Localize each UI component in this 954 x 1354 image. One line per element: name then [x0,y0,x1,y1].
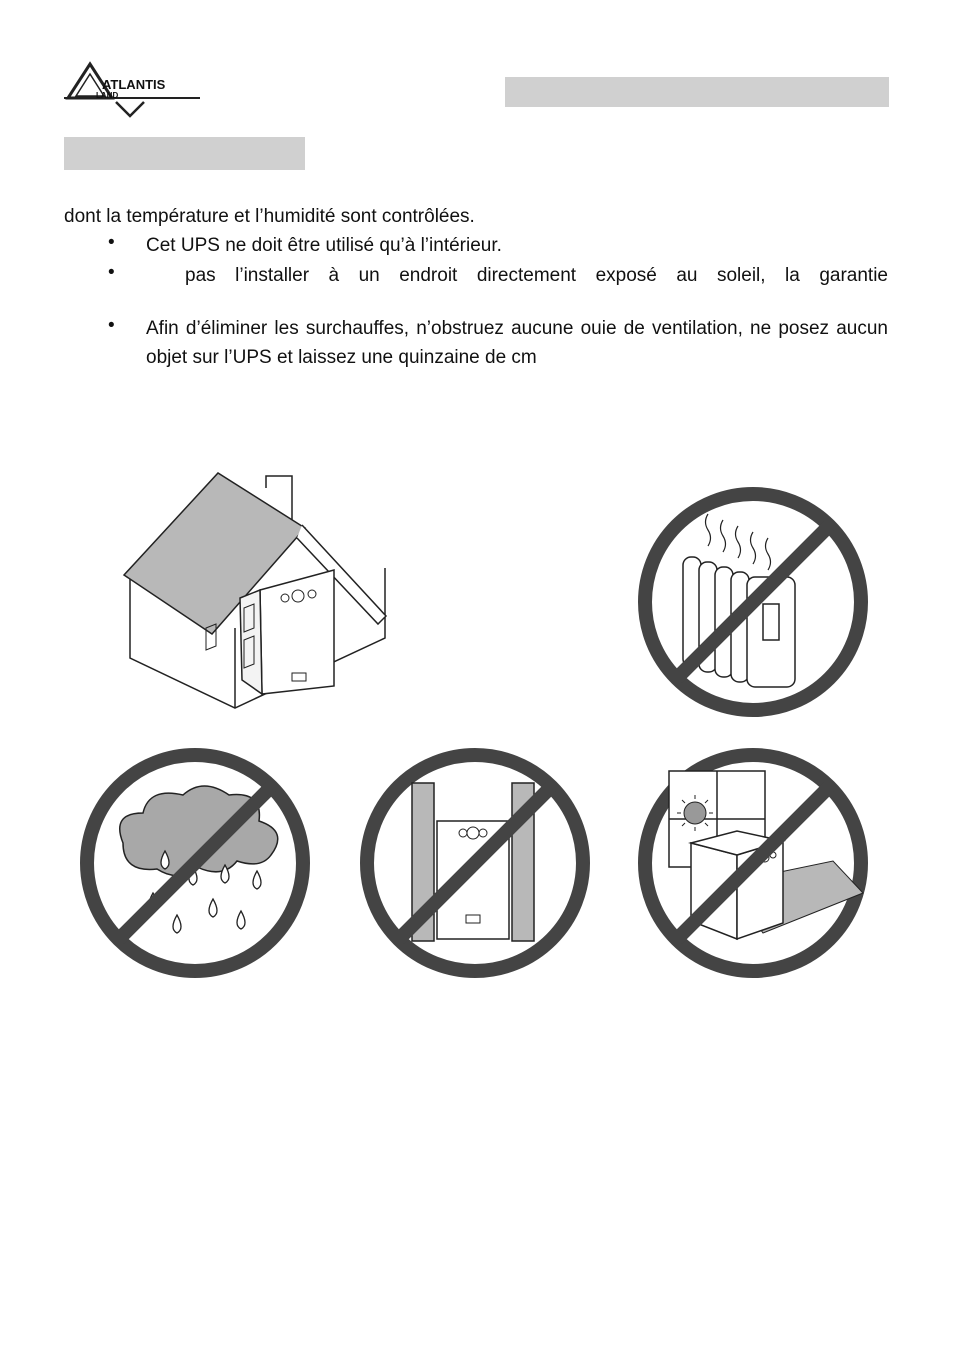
bullet-text-ventilation: Afin d’éliminer les surchauffes, n’obstruez aucune ouie de ventilation, ne posez aucun objet sur l’UPS et laissez une quinzaine de cm [146,318,888,368]
ups-in-house-illustration [120,468,390,713]
bullet-marker: • [108,315,115,336]
no-sunlight-illustration [633,743,873,983]
intro-line: dont la température et l’humidité sont contrôlées. [64,206,475,227]
bullet-marker: • [108,232,115,253]
logo-text: ATLANTIS [102,77,166,92]
bullet-marker: • [108,262,115,283]
atlantis-logo [60,58,205,122]
bullet-text-indoor: Cet UPS ne doit être utilisé qu’à l’intérieur. [146,235,502,256]
no-enclosure-illustration [355,743,595,983]
logo-subtext: LAND [96,91,119,100]
bullet-text-sun: pas l’installer à un endroit directement exposé au soleil, la garantie [185,265,888,286]
header-title-bar [505,77,889,107]
no-rain-illustration [75,743,315,983]
no-heater-illustration [633,482,873,722]
section-title-bar [64,137,305,170]
